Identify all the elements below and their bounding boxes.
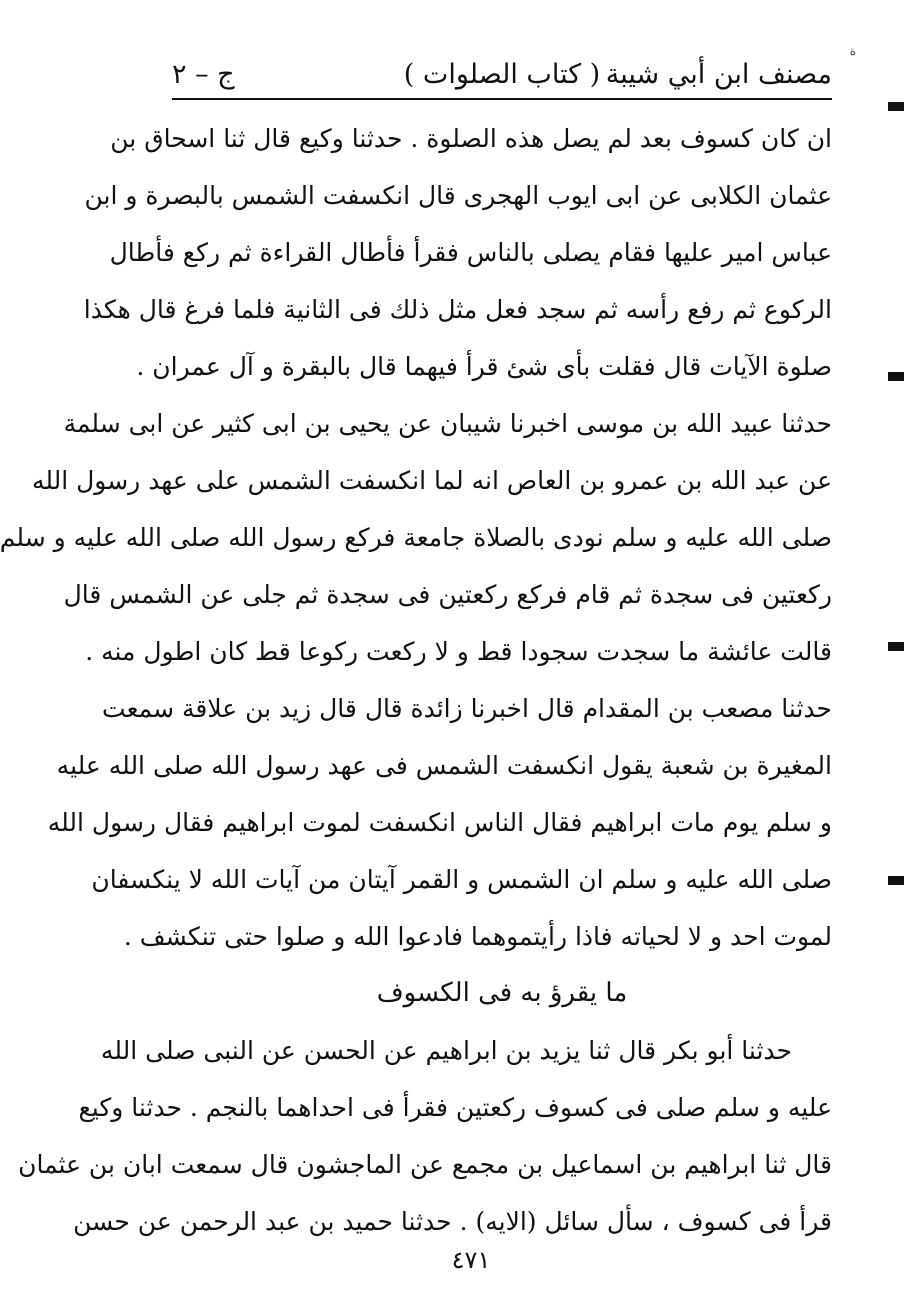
text-line: حدثنا عبيد الله بن موسى اخبرنا شيبان عن يحيى بن ابى كثير عن ابى سلمة <box>63 409 832 438</box>
text-line: صلى الله عليه و سلم ان الشمس و القمر آيتان من آيات الله لا ينكسفان <box>91 865 832 894</box>
text-line: ركعتين فى سجدة ثم قام فركع ركعتين فى سجدة ثم جلى عن الشمس قال <box>63 580 832 609</box>
text-line: صلى الله عليه و سلم نودى بالصلاة جامعة فركع رسول الله صلى الله عليه و سلم <box>0 523 832 552</box>
header-rule <box>172 98 832 100</box>
text-line: عثمان الكلابى عن ابى ايوب الهجرى قال انكسفت الشمس بالبصرة و ابن <box>84 181 832 210</box>
text-line: حدثنا مصعب بن المقدام قال اخبرنا زائدة قال قال زيد بن علاقة سمعت <box>102 694 832 723</box>
margin-mark <box>888 642 904 651</box>
text-line: ان كان كسوف بعد لم يصل هذه الصلوة . حدثنا وكيع قال ثنا اسحاق بن <box>110 124 832 153</box>
page-number: ٤٧١ <box>451 1246 491 1274</box>
margin-mark <box>888 372 904 381</box>
volume-label: ج – ٢ <box>172 59 235 90</box>
running-header <box>172 52 832 98</box>
text-line: لموت احد و لا لحياته فاذا رأيتموهما فادعوا الله و صلوا حتى تنكشف . <box>123 922 832 951</box>
text-line: الركوع ثم رفع رأسه ثم سجد فعل مثل ذلك فى الثانية فلما فرغ قال هكذا <box>83 295 832 324</box>
text-line: عباس امير عليها فقام يصلى بالناس فقرأ فأطال القراءة ثم ركع فأطال <box>109 238 832 267</box>
text-line: قرأ فى كسوف ، سأل سائل (الايه) . حدثنا حميد بن عبد الرحمن عن حسن <box>73 1207 832 1236</box>
text-line: عن عبد الله بن عمرو بن العاص انه لما انكسفت الشمس على عهد رسول الله <box>31 466 832 495</box>
text-line: صلوة الآيات قال فقلت بأى شئ قرأ فيهما قال بالبقرة و آل عمران . <box>136 352 832 381</box>
text-line: حدثنا أبو بكر قال ثنا يزيد بن ابراهيم عن الحسن عن النبى صلى الله <box>100 1036 792 1065</box>
book-title: مصنف ابن أبي شيبة <box>605 59 832 90</box>
section-title: ( كتاب الصلوات ) <box>403 59 601 90</box>
text-line: قال ثنا ابراهيم بن اسماعيل بن مجمع عن الماجشون قال سمعت ابان بن عثمان <box>18 1150 832 1179</box>
text-line: المغيرة بن شعبة يقول انكسفت الشمس فى عهد رسول الله صلى الله عليه <box>56 751 832 780</box>
text-line: قالت عائشة ما سجدت سجودا قط و لا ركعت ركوعا قط كان اطول منه . <box>85 637 832 666</box>
margin-mark <box>888 876 904 885</box>
text-line: و سلم يوم مات ابراهيم فقال الناس انكسفت لموت ابراهيم فقال رسول الله <box>47 808 832 837</box>
margin-mark <box>888 102 904 111</box>
text-line: عليه و سلم صلى فى كسوف ركعتين فقرأ فى احداهما بالنجم . حدثنا وكيع <box>78 1093 832 1122</box>
section-heading: ما يقرؤ به فى الكسوف <box>376 978 628 1008</box>
body-text <box>0 110 832 1250</box>
corner-ink-mark: ﺓ <box>849 44 856 58</box>
